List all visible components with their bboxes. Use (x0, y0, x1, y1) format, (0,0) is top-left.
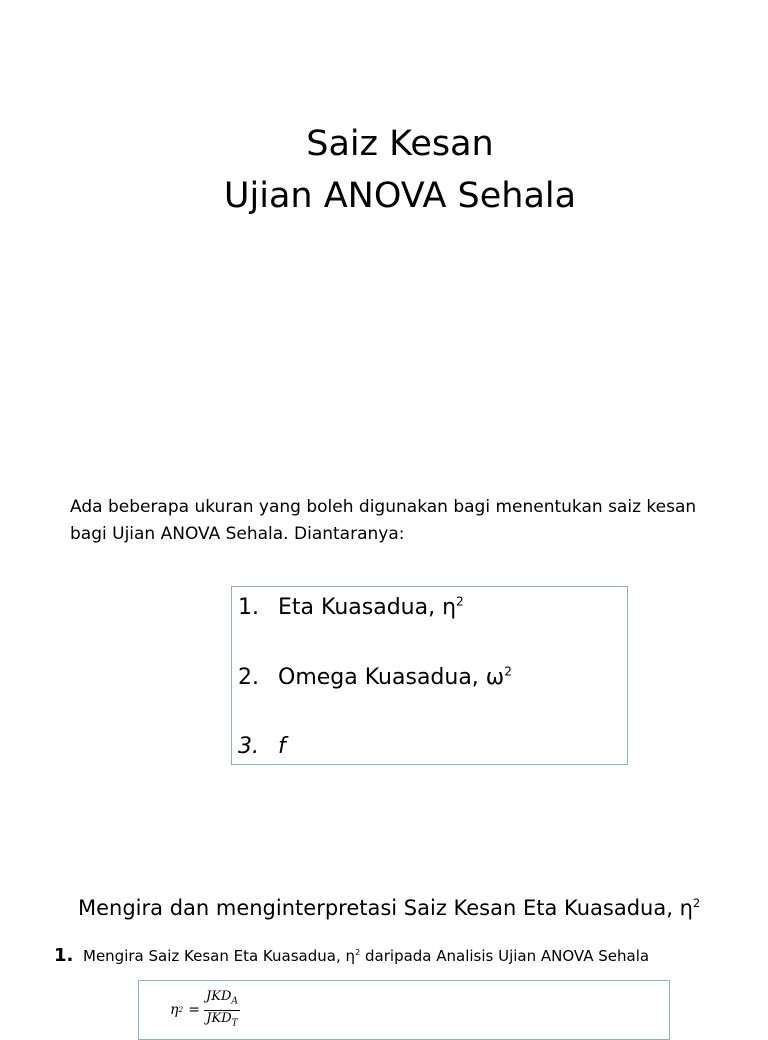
step-text-superscript: 2 (355, 947, 361, 957)
measure-item-omega (238, 663, 512, 693)
step-number: 1. (54, 945, 74, 966)
measure-item-eta (238, 593, 464, 623)
numerator-text: JKD (206, 989, 232, 1004)
section-heading-text: Mengira dan menginterpretasi Saiz Kesan Eta Kuasadua, η (78, 896, 693, 920)
formula-equals: = (188, 1002, 201, 1019)
denominator-subscript: T (231, 1018, 238, 1029)
measure-number: 3. (238, 734, 259, 759)
section-heading-superscript: 2 (692, 896, 701, 910)
step-1 (54, 943, 768, 969)
intro-paragraph: Ada beberapa ukuran yang boleh digunakan bagi menentukan saiz kesan bagi Ujian ANOVA Sehala. Diantaranya: (70, 497, 697, 544)
denominator-text: JKD (206, 1010, 232, 1026)
title-line-1: Saiz Kesan (306, 124, 494, 164)
measure-superscript: 2 (456, 594, 464, 609)
measure-item-f (238, 732, 286, 762)
title-line-2: Ujian ANOVA Sehala (223, 176, 577, 216)
measure-label: Eta Kuasadua, η (278, 595, 457, 620)
effect-size-measures-box (231, 586, 628, 765)
measure-superscript: 2 (504, 664, 512, 679)
step-text-after: daripada Analisis Ujian ANOVA Sehala (360, 947, 650, 965)
section-heading (78, 893, 768, 923)
measure-label: Omega Kuasadua, ω (278, 665, 505, 690)
formula-numerator (204, 989, 240, 1011)
formula-denominator (204, 1011, 239, 1032)
formula-box (138, 980, 670, 1040)
formula-fraction (204, 989, 240, 1031)
formula-lhs: η (170, 1002, 179, 1019)
measure-number: 2. (238, 665, 259, 690)
step-text: Mengira Saiz Kesan Eta Kuasadua, η (83, 947, 355, 965)
measure-label: f (278, 734, 286, 759)
numerator-subscript: A (231, 996, 238, 1007)
eta-squared-formula: η 2 = $\frac{JKD_A}{JKD_T}$ (170, 989, 240, 1031)
measure-number: 1. (238, 595, 259, 620)
page-title (0, 118, 768, 222)
